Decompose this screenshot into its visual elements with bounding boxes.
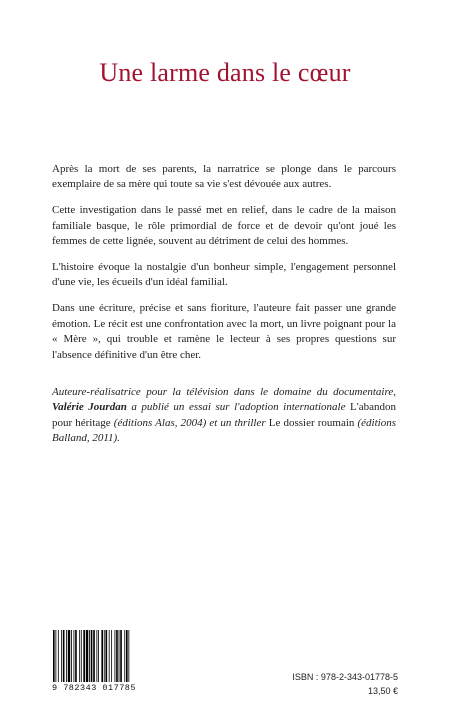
bio-text-4: (éditions Balland, 2011). [52,416,396,445]
author-bio [52,385,396,447]
price: 13,50 € [367,686,398,696]
bio-text-3: (éditions Alas, 2004) et un thriller [110,416,269,429]
barcode-digits: 9 782343 017785 [52,683,137,693]
summary-paragraph-3: L'histoire évoque la nostalgie d'un bonheur simple, l'engagement personnel d'une vie, les écueils d'un idéal familial. [52,261,396,289]
barcode-bars [52,630,156,682]
bio-intro: Auteure-réalisatrice pour la télévision dans le domaine du documentaire, [52,385,396,398]
isbn-number: ISBN : 978-2-343-01778-5 [292,672,398,682]
book-title: Une larme dans le cœur [99,58,351,87]
summary-paragraph-4: Dans une écriture, précise et sans fioriture, l'auteure fait passer une grande émotion. Le récit est une confrontation avec la mort, un livre poignant pour la « Mère », qui trouble et ramène le lecteur à ses propres questions sur l'absence définitive d'un être cher. [52,302,396,361]
bio-text-2: a publié un essai sur l'adoption internationale [126,401,351,414]
book-title-2: Le dossier roumain [268,416,355,429]
book-title-1: L'abandon pour héritage [52,401,396,429]
barcode [52,630,162,693]
summary-paragraph-1: Après la mort de ses parents, la narratrice se plonge dans le parcours exemplaire de sa mère qui toute sa vie s'est dévouée aux autres. [52,163,396,191]
isbn-block [292,670,398,698]
back-cover-text [52,162,396,457]
summary-paragraph-2: Cette investigation dans le passé met en relief, dans le cadre de la maison familiale basque, le rôle primordial de force et de devoir qu'ont joué les femmes de cette lignée, souvent au détriment de celui des hommes. [52,204,396,248]
author-name: Valérie Jourdan [52,401,127,414]
